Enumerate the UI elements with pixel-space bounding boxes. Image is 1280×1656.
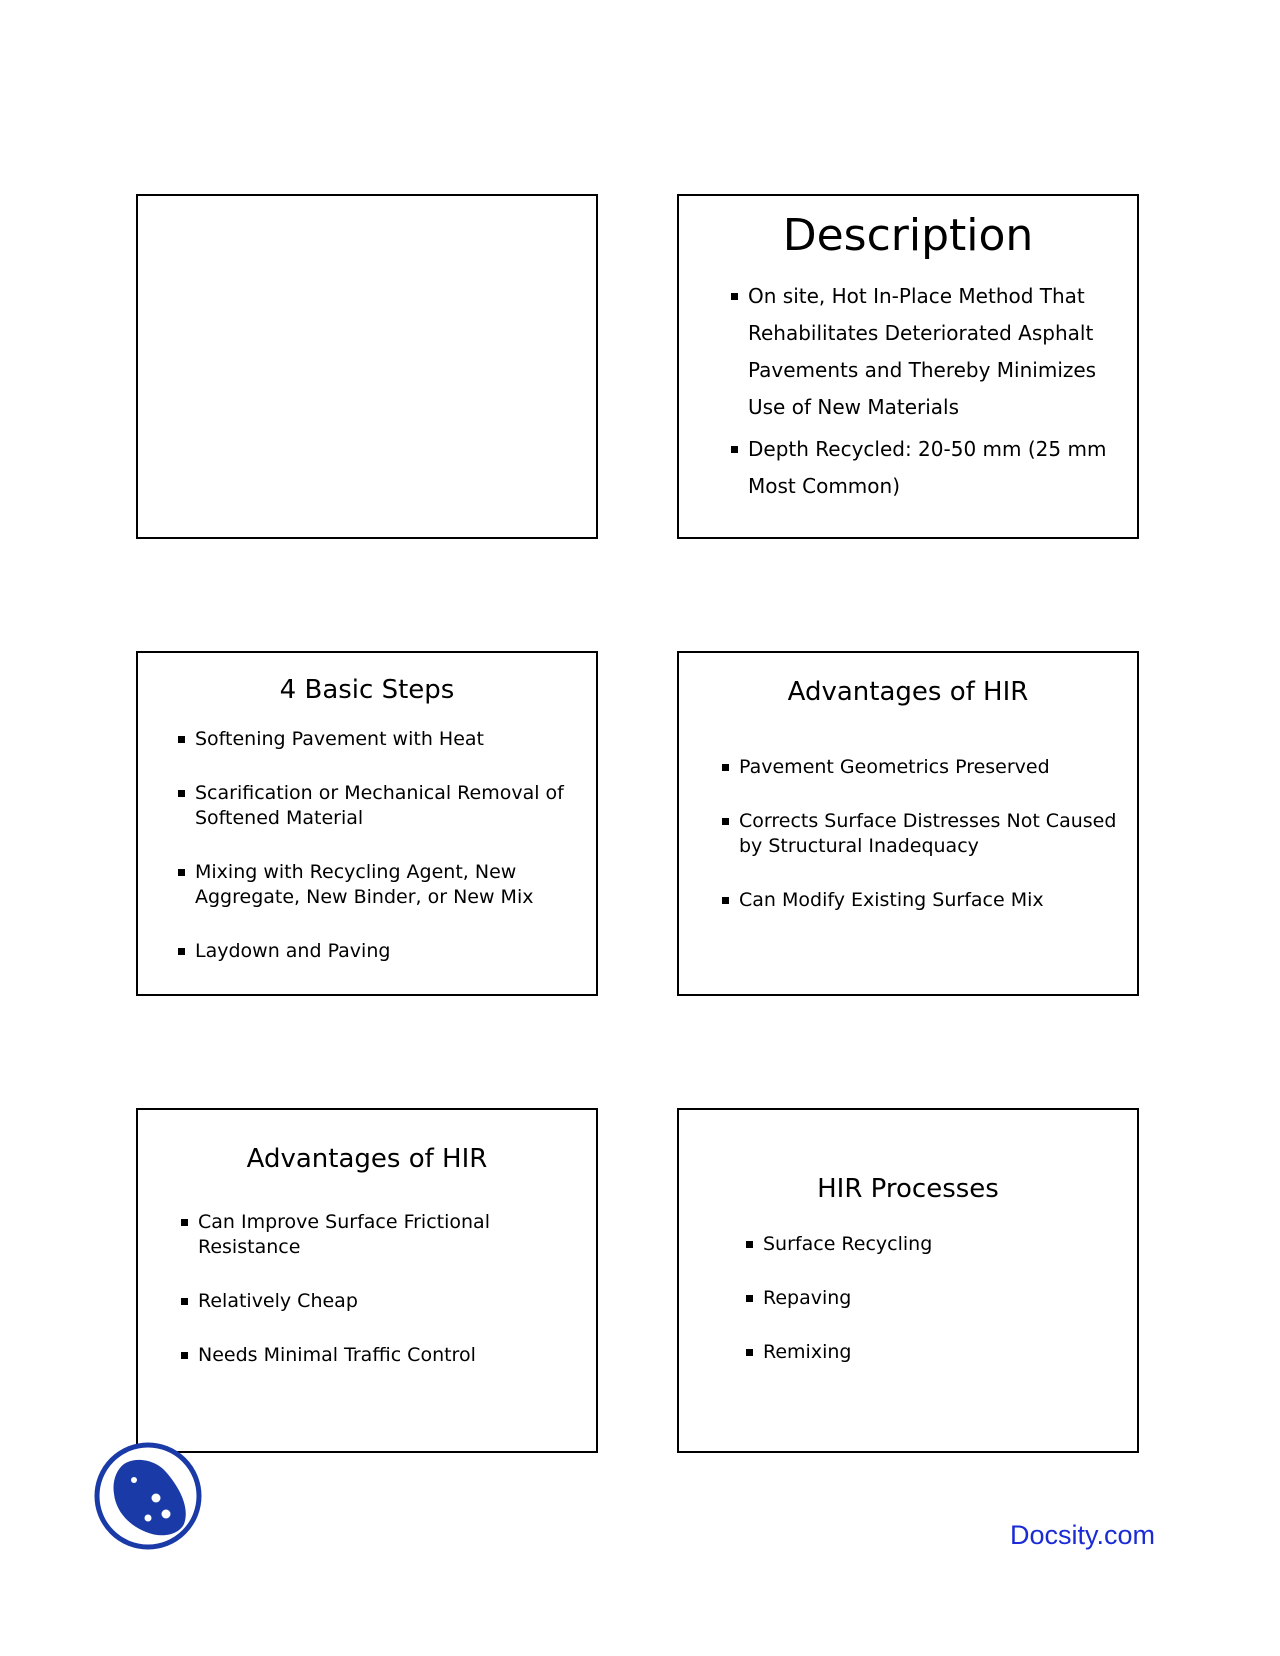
- docsity-brand-link[interactable]: Docsity.com: [1010, 1520, 1156, 1550]
- slide-title: Advantages of HIR: [246, 1144, 488, 1174]
- bullet-square-icon: [181, 1352, 188, 1359]
- docsity-logo-icon[interactable]: [94, 1442, 202, 1550]
- bullet-square-icon: [178, 790, 185, 797]
- bullet-square-icon: [181, 1219, 188, 1226]
- bullet-square-icon: [722, 897, 729, 904]
- bullet-item: [178, 860, 578, 910]
- slide-blank: [136, 194, 598, 539]
- bullet-item: [181, 1289, 581, 1314]
- slide-title: Description: [782, 210, 1034, 261]
- bullet-item: [746, 1232, 1106, 1257]
- bullet-item: [722, 888, 1122, 913]
- bullet-item: [722, 809, 1122, 859]
- bullet-text: Repaving: [763, 1287, 852, 1309]
- bullet-item: [722, 755, 1122, 780]
- bullet-text: Can Modify Existing Surface Mix: [739, 889, 1044, 911]
- slide-title: 4 Basic Steps: [279, 675, 455, 705]
- bullet-square-icon: [746, 1241, 753, 1248]
- slide-advantages-2: [136, 1108, 598, 1453]
- bullet-text: Relatively Cheap: [198, 1290, 358, 1312]
- bullet-square-icon: [731, 293, 738, 300]
- bullet-item: [181, 1210, 581, 1260]
- bullet-item: [746, 1340, 1106, 1365]
- bullet-square-icon: [722, 818, 729, 825]
- bullet-text: Pavement Geometrics Preserved: [739, 756, 1050, 778]
- bullet-text: Scarification or Mechanical Removal of Softened Material: [195, 782, 564, 829]
- bullet-text: On site, Hot In-Place Method That Rehabilitates Deteriorated Asphalt Pavements and Thereby Minimizes Use of New Materials: [748, 284, 1097, 419]
- bullet-text: Remixing: [763, 1341, 852, 1363]
- bullet-text: Mixing with Recycling Agent, New Aggregate, New Binder, or New Mix: [195, 861, 534, 908]
- slide-processes: [677, 1108, 1139, 1453]
- bullet-square-icon: [178, 948, 185, 955]
- bullet-list: [746, 1232, 1106, 1394]
- bullet-square-icon: [178, 736, 185, 743]
- bullet-list: [178, 727, 578, 993]
- bullet-square-icon: [722, 764, 729, 771]
- slide-basic-steps: [136, 651, 598, 996]
- bullet-text: Laydown and Paving: [195, 940, 391, 962]
- slide-advantages-1: [677, 651, 1139, 996]
- bullet-square-icon: [181, 1298, 188, 1305]
- bullet-text: Softening Pavement with Heat: [195, 728, 484, 750]
- bullet-square-icon: [746, 1295, 753, 1302]
- bullet-item: [181, 1343, 581, 1368]
- bullet-item: [178, 781, 578, 831]
- bullet-square-icon: [746, 1349, 753, 1356]
- slide-description: [677, 194, 1139, 539]
- bullet-list: [722, 755, 1122, 942]
- bullet-text: Corrects Surface Distresses Not Caused by Structural Inadequacy: [739, 810, 1117, 857]
- bullet-text: Surface Recycling: [763, 1233, 933, 1255]
- bullet-text: Needs Minimal Traffic Control: [198, 1344, 476, 1366]
- bullet-list: [181, 1210, 581, 1397]
- bullet-square-icon: [178, 869, 185, 876]
- bullet-item: [178, 727, 578, 752]
- bullet-text: Can Improve Surface Frictional Resistance: [198, 1211, 490, 1258]
- bullet-square-icon: [731, 446, 738, 453]
- bullet-item: [746, 1286, 1106, 1311]
- bullet-item: [731, 278, 1121, 426]
- slide-title: Advantages of HIR: [787, 677, 1029, 707]
- bullet-list: [731, 278, 1121, 510]
- bullet-text: Depth Recycled: 20-50 mm (25 mm Most Common): [748, 437, 1107, 498]
- slide-title: HIR Processes: [817, 1174, 999, 1204]
- bullet-item: [178, 939, 578, 964]
- bullet-item: [731, 431, 1121, 505]
